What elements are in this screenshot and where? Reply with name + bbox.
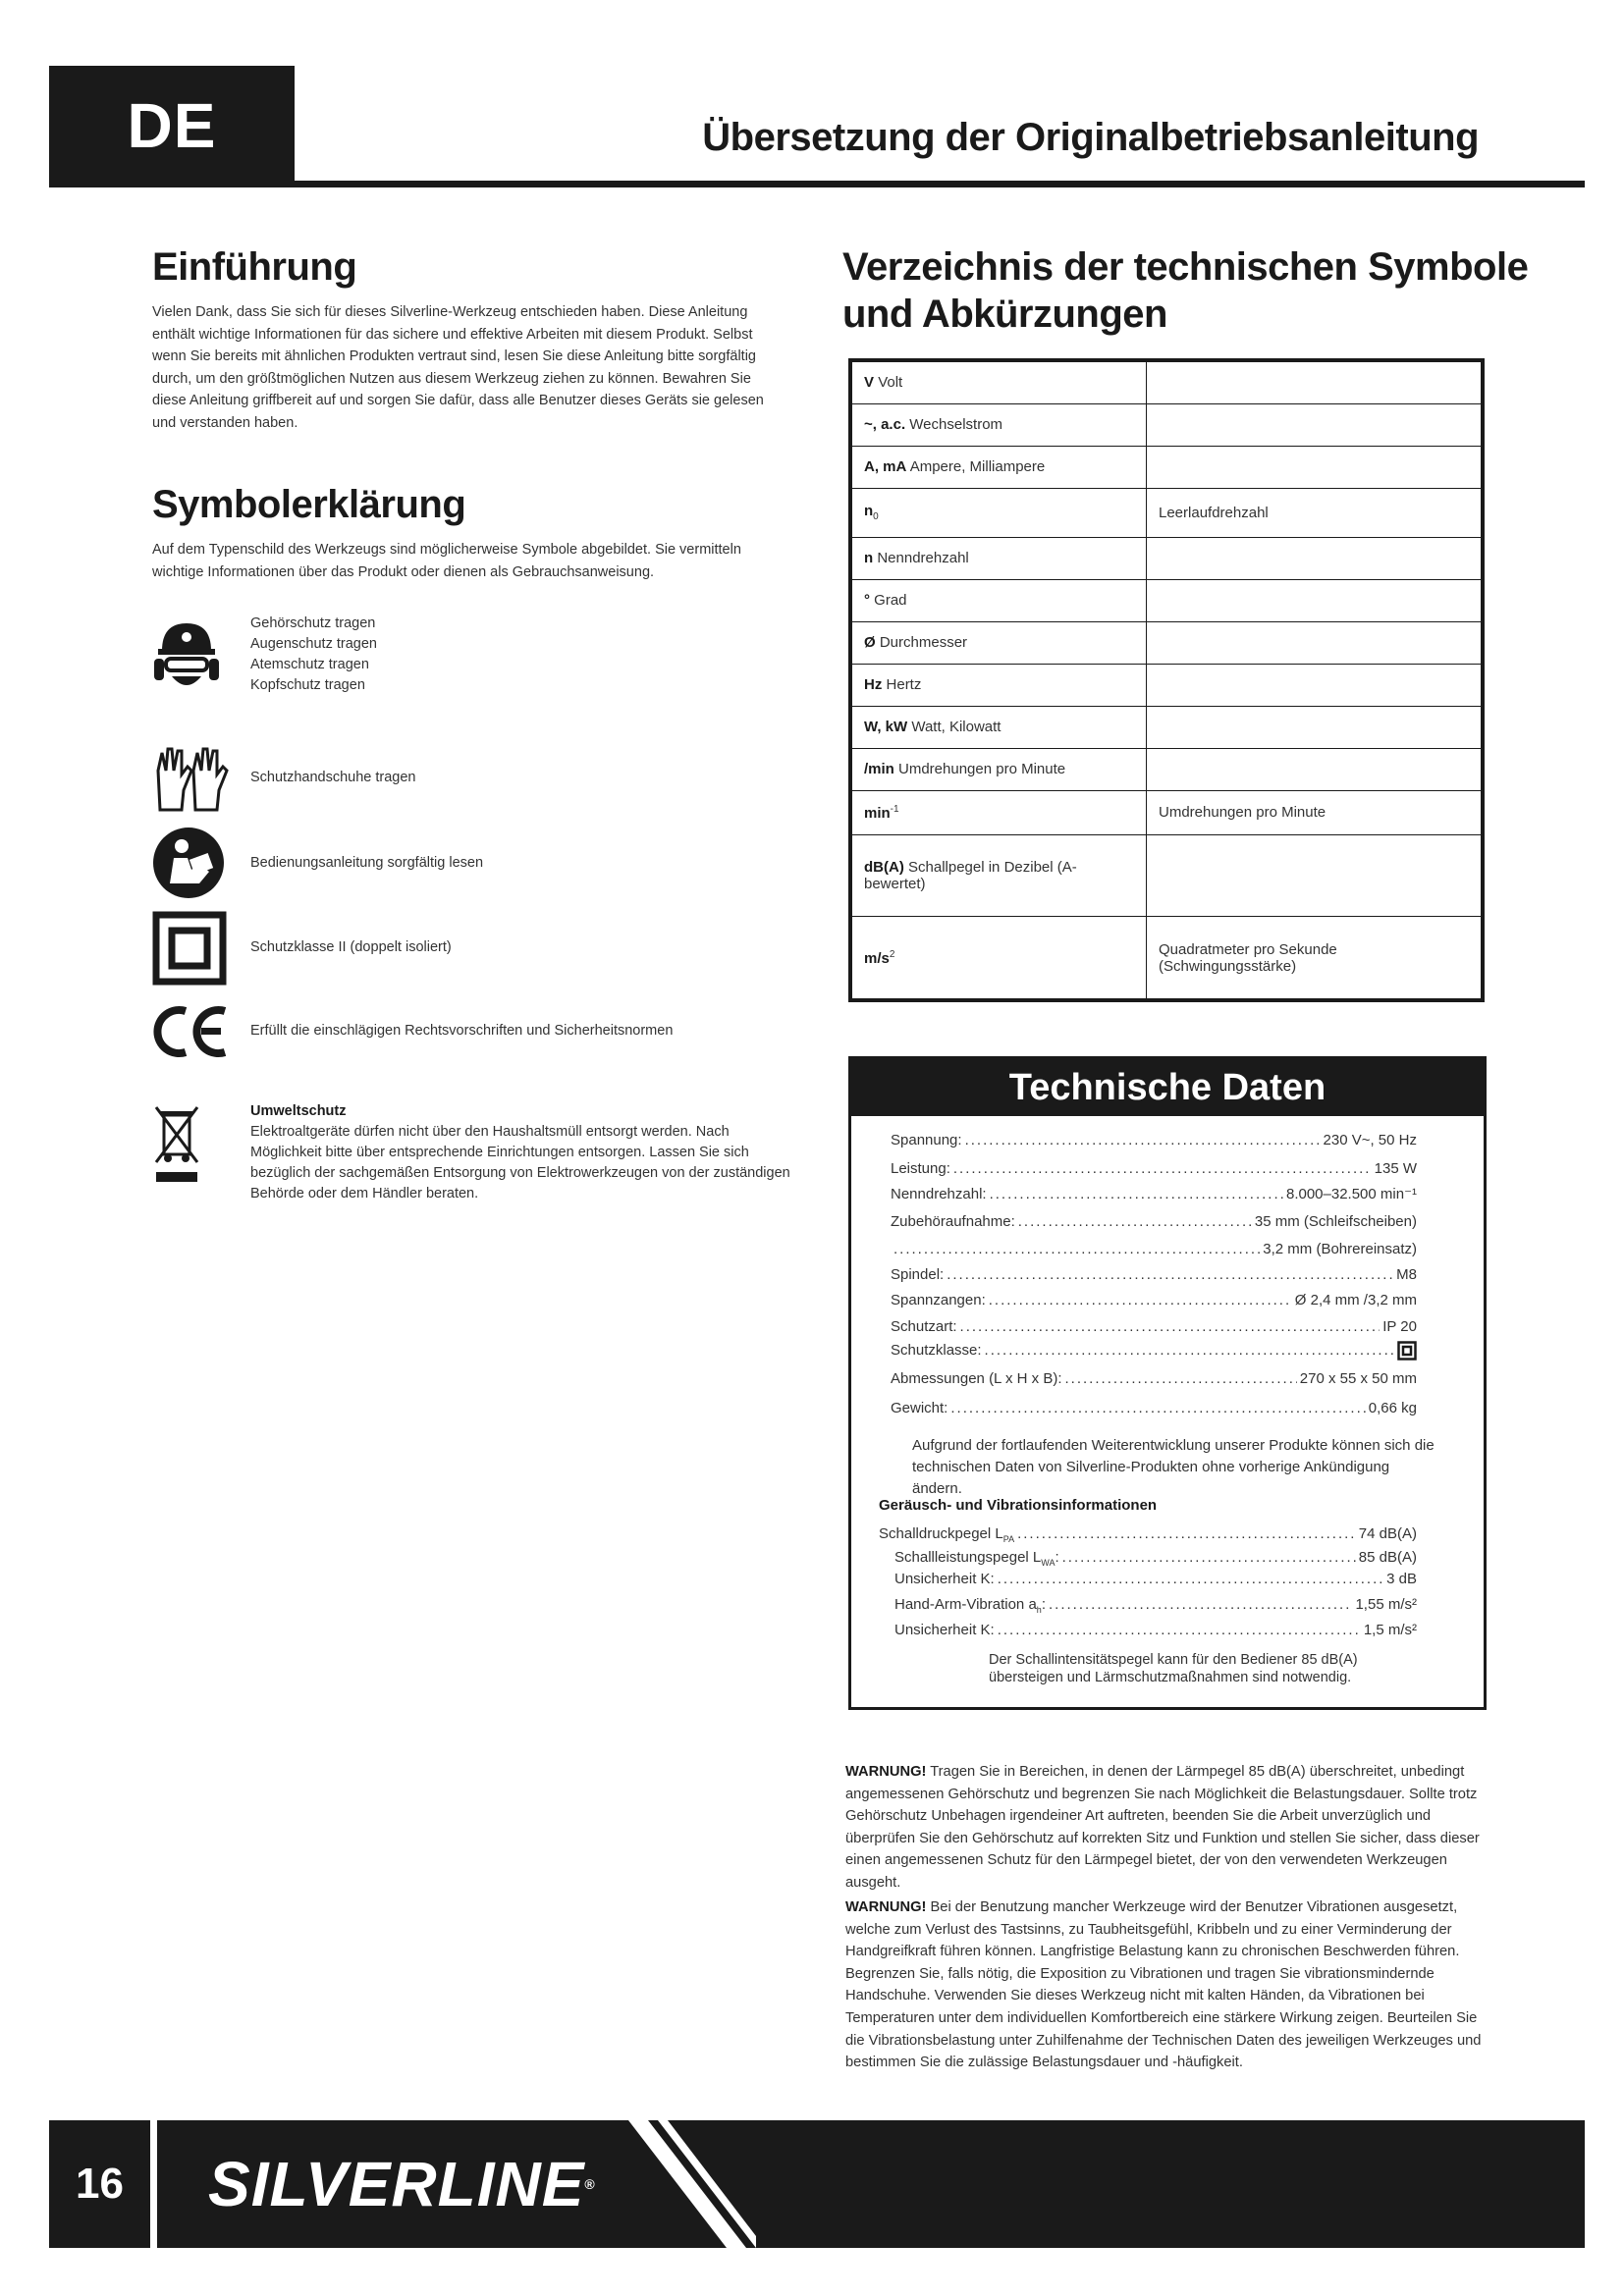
- warning-label: WARNUNG!: [845, 1764, 927, 1780]
- tech-symbols-heading-line1: Verzeichnis der technischen Symbole: [842, 245, 1529, 289]
- read-manual-icon: [152, 827, 225, 899]
- tech-symbol-meaning: [1147, 706, 1482, 748]
- warning-vibration: [845, 1896, 1489, 2074]
- tech-symbol-cell: [852, 790, 1147, 834]
- symbol-text-read-manual: Bedienungsanleitung sorgfältig lesen: [250, 855, 484, 871]
- tech-symbol-description: Wechselstrom: [909, 416, 1003, 434]
- tech-symbol-meaning: Quadratmeter pro Sekunde (Schwingungsstärke): [1147, 917, 1482, 999]
- tech-symbol-row: [852, 706, 1482, 748]
- symbol-line: Kopfschutz tragen: [250, 677, 365, 693]
- symbol-text-environment: [250, 1101, 800, 1204]
- gloves-icon: [152, 741, 233, 818]
- symbol-row-protective-gear: [152, 614, 800, 702]
- symbol-row-read-manual: [152, 827, 800, 901]
- tech-data-row: Nenndrehzahl: ..... 8.000–32.500 min⁻¹: [891, 1184, 1417, 1205]
- intro-heading: Einführung: [152, 245, 357, 289]
- tech-symbol-meaning: [1147, 446, 1482, 488]
- page-title: Übersetzung der Originalbetriebsanleitung: [702, 116, 1479, 159]
- tech-symbol-meaning: [1147, 362, 1482, 404]
- tech-data-row: Leistung: ..... 135 W: [891, 1158, 1417, 1180]
- symbol-text-protective-gear: [250, 614, 377, 696]
- tech-symbol-superscript: -1: [890, 803, 899, 815]
- tech-symbol-row: [852, 579, 1482, 621]
- tech-symbol: W, kW: [864, 719, 908, 736]
- symbol-line: Atemschutz tragen: [250, 657, 369, 672]
- tech-symbol-meaning: Umdrehungen pro Minute: [1147, 790, 1482, 834]
- tech-symbols-table: [848, 358, 1485, 1002]
- tech-symbol-cell: [852, 917, 1147, 999]
- symbol-line: Augenschutz tragen: [250, 636, 377, 652]
- tech-symbol-cell: [852, 446, 1147, 488]
- ce-mark-icon: [152, 1003, 229, 1060]
- tech-symbol-row: [852, 403, 1482, 446]
- tech-symbol-cell: [852, 403, 1147, 446]
- tech-symbol: °: [864, 592, 870, 610]
- tech-symbol-description: Volt: [878, 374, 903, 392]
- tech-symbol: A, mA: [864, 458, 907, 476]
- tech-symbol: dB(A): [864, 859, 904, 877]
- noise-row: Unsicherheit K: ..... 3 dB: [894, 1569, 1417, 1590]
- tech-symbol-description: Watt, Kilowatt: [911, 719, 1001, 736]
- symbols-text: Auf dem Typenschild des Werkzeugs sind möglicherweise Symbole abgebildet. Sie vermitteln wichtige Informationen über das Produkt oder dienen als Gebrauchsanweisung.: [152, 542, 741, 580]
- intro-text: Vielen Dank, dass Sie sich für dieses Silverline-Werkzeug entschieden haben. Diese Anleitung enthält wichtige Informationen für das sichere und effektive Arbeiten mit diesem Produkt. Selbst wenn Sie bereits mit ähnlichen Produkten vertraut sind, lesen Sie diese Anleitung bitte sorgfältig durch, um den größtmöglichen Nutzen aus diesem Werkzeug ziehen zu können. Bewahren Sie diese Anleitung griffbereit auf und sorgen Sie dafür, dass alle Benutzer dieses Geräts sie gelesen und verstanden haben.: [152, 304, 764, 431]
- tech-symbol: ~, a.c.: [864, 416, 906, 434]
- tech-data-box: [848, 1056, 1487, 1710]
- language-code: DE: [127, 90, 217, 161]
- warning-label: WARNUNG!: [845, 1899, 927, 1915]
- warning-text: Tragen Sie in Bereichen, in denen der Lärmpegel 85 dB(A) überschreitet, unbedingt angemessenen Gehörschutz und begrenzen Sie nach Möglichkeit die Belastungsdauer. Sollte trotz Gehörschutz Unbehagen irgendeiner Art auftreten, beenden Sie die Arbeit unverzüglich und überprüfen Sie den Gehörschutz auf korrekten Sitz und Funktion und stellen Sie sicher, dass dieser einen angemessenen Schutz für den Lärmpegel bietet, der von den verwendeten Werkzeugen ausgeht.: [845, 1764, 1480, 1891]
- environment-title: Umweltschutz: [250, 1103, 347, 1119]
- symbol-text-class-ii: Schutzklasse II (doppelt isoliert): [250, 939, 452, 955]
- tech-symbol-meaning: [1147, 621, 1482, 664]
- tech-symbol-cell: [852, 537, 1147, 579]
- warning-noise: [845, 1761, 1489, 1895]
- tech-symbol: m/s: [864, 949, 890, 967]
- tech-data-note: Aufgrund der fortlaufenden Weiterentwicklung unserer Produkte können sich die technischen Daten von Silverline-Produkten ohne vorherige Ankündigung ändern.: [912, 1437, 1435, 1497]
- tech-symbol: Ø: [864, 634, 876, 652]
- noise-row: Hand-Arm-Vibration $a_h$: ..... 1,55 m/s²: [894, 1594, 1417, 1616]
- tech-symbol-cell: [852, 488, 1147, 537]
- tech-symbol-subscript: 0: [873, 511, 879, 523]
- silverline-logo: SILVERLINE®: [208, 2149, 596, 2219]
- tech-symbol: Hz: [864, 676, 883, 694]
- tech-symbol-cell: [852, 834, 1147, 917]
- tech-symbol-row: [852, 834, 1482, 917]
- tech-symbol-description: Ampere, Milliampere: [909, 458, 1046, 476]
- symbol-text-gloves: Schutzhandschuhe tragen: [250, 770, 416, 785]
- crossed-bin-icon: [152, 1103, 201, 1186]
- tech-symbol-cell: [852, 362, 1147, 404]
- footer-swoosh: [628, 2120, 756, 2248]
- symbol-row-class-ii: [152, 911, 800, 986]
- tech-symbol-meaning: [1147, 537, 1482, 579]
- tech-symbol-meaning: [1147, 403, 1482, 446]
- tech-symbol-row: [852, 621, 1482, 664]
- tech-symbol: /min: [864, 761, 894, 778]
- tech-symbol-row: [852, 664, 1482, 706]
- tech-symbol-cell: [852, 621, 1147, 664]
- protective-gear-icon: [152, 617, 221, 696]
- symbol-text-ce: Erfüllt die einschlägigen Rechtsvorschriften und Sicherheitsnormen: [250, 1023, 674, 1039]
- tech-data-row: Abmessungen (L x H x B): ..... 270 x 55 x 50 mm: [891, 1368, 1417, 1390]
- environment-text: Elektroaltgeräte dürfen nicht über den Haushaltsmüll entsorgt werden. Nach Möglichkeit bitte über entsprechende Einrichtungen entsorgen. Lassen Sie sich bezüglich der sachgemäßen Entsorgung von Elektrowerkzeugen von der zuständigen Behörde oder dem Händler beraten.: [250, 1124, 790, 1201]
- tech-symbol-description: Nenndrehzahl: [877, 550, 969, 567]
- symbol-row-ce: [152, 1003, 800, 1062]
- noise-row: Unsicherheit K: ..... 1,5 m/s²: [894, 1620, 1417, 1641]
- tech-data-row: Schutzklasse: .....: [891, 1340, 1417, 1362]
- noise-row: Schalldruckpegel $L_{PA}$ ..... 74 dB(A): [879, 1523, 1417, 1545]
- class-ii-icon: [152, 911, 227, 986]
- tech-symbol-description: Grad: [874, 592, 907, 610]
- tech-data-row: Gewicht: ..... 0,66 kg: [891, 1398, 1417, 1419]
- tech-symbol: V: [864, 374, 875, 392]
- tech-symbol-meaning: [1147, 748, 1482, 790]
- symbol-line: Gehörschutz tragen: [250, 615, 376, 631]
- tech-symbol-meaning: [1147, 834, 1482, 917]
- symbol-row-gloves: [152, 741, 800, 820]
- page-number: 16: [76, 2160, 124, 2208]
- tech-symbol-row: [852, 748, 1482, 790]
- warning-text: Bei der Benutzung mancher Werkzeuge wird der Benutzer Vibrationen ausgesetzt, welche zum Verlust des Tastsinns, zu Taubheitsgefühl, Kribbeln und zu einer Verminderung der Handgreifkraft führen können. Langfristige Belastung kann zu chronischen Beschwerden führen. Begrenzen Sie, falls nötig, die Exposition zu Vibrationen und tragen Sie vibrationsmindernde Handschuhe. Verwenden Sie dieses Werkzeug nicht mit kalten Händen, da Vibrationen bei Temperaturen unter dem individuellen Komfortbereich eine stärkere Wirkung zeigen. Beurteilen Sie die Vibrationsbelastung unter Zuhilfenahme der Technischen Daten des jeweiligen Werkzeuges und bestimmen Sie die zulässige Belastungsdauer und -häufigkeit.: [845, 1899, 1482, 2071]
- tech-symbol-row: [852, 537, 1482, 579]
- tech-data-row: ..... 3,2 mm (Bohrereinsatz): [891, 1239, 1417, 1260]
- symbols-heading: Symbolerklärung: [152, 483, 466, 526]
- tech-symbol-row: [852, 917, 1482, 999]
- tech-symbol: min: [864, 804, 891, 822]
- tech-data-row: Spannung: ..... 230 V~, 50 Hz: [891, 1130, 1417, 1151]
- tech-symbol-cell: [852, 579, 1147, 621]
- header-rule: [49, 181, 1585, 187]
- noise-note: Der Schallintensitätspegel kann für den Bediener 85 dB(A) übersteigen und Lärmschutzmaßnahmen sind notwendig.: [989, 1652, 1358, 1685]
- tech-symbol-description: Durchmesser: [879, 634, 968, 652]
- tech-symbol-cell: [852, 664, 1147, 706]
- tech-symbol-row: [852, 446, 1482, 488]
- tech-data-heading: Technische Daten: [851, 1059, 1484, 1116]
- tech-symbol: n: [864, 550, 874, 567]
- tech-data-row: Spannzangen: ..... Ø 2,4 mm /3,2 mm: [891, 1290, 1417, 1311]
- tech-symbol-description: Hertz: [886, 676, 922, 694]
- class-ii-icon: [1397, 1341, 1417, 1361]
- tech-symbol-row: [852, 362, 1482, 404]
- noise-row: Schallleistungspegel $L_{WA}$: ..... 85 dB(A): [894, 1547, 1417, 1569]
- tech-symbols-heading-line2: und Abkürzungen: [842, 293, 1167, 336]
- tech-symbol-description: Umdrehungen pro Minute: [898, 761, 1066, 778]
- symbol-row-environment: [152, 1101, 800, 1200]
- tech-symbol-cell: [852, 748, 1147, 790]
- tech-data-row: Spindel: ..... M8: [891, 1264, 1417, 1286]
- tech-symbol-meaning: [1147, 664, 1482, 706]
- tech-data-row: Schutzart: ..... IP 20: [891, 1316, 1417, 1338]
- tech-symbol-cell: [852, 706, 1147, 748]
- tech-symbol-description: Schallpegel in Dezibel (A-bewertet): [864, 859, 1077, 893]
- tech-symbol-row: [852, 488, 1482, 537]
- tech-symbol-superscript: 2: [889, 948, 895, 960]
- tech-symbol-meaning: [1147, 579, 1482, 621]
- tech-symbol-row: [852, 790, 1482, 834]
- tech-symbol: n: [864, 503, 874, 520]
- tech-data-row: Zubehöraufnahme: ..... 35 mm (Schleifscheiben): [891, 1211, 1417, 1233]
- noise-heading: Geräusch- und Vibrationsinformationen: [879, 1497, 1158, 1514]
- tech-symbol-meaning: Leerlaufdrehzahl: [1147, 488, 1482, 537]
